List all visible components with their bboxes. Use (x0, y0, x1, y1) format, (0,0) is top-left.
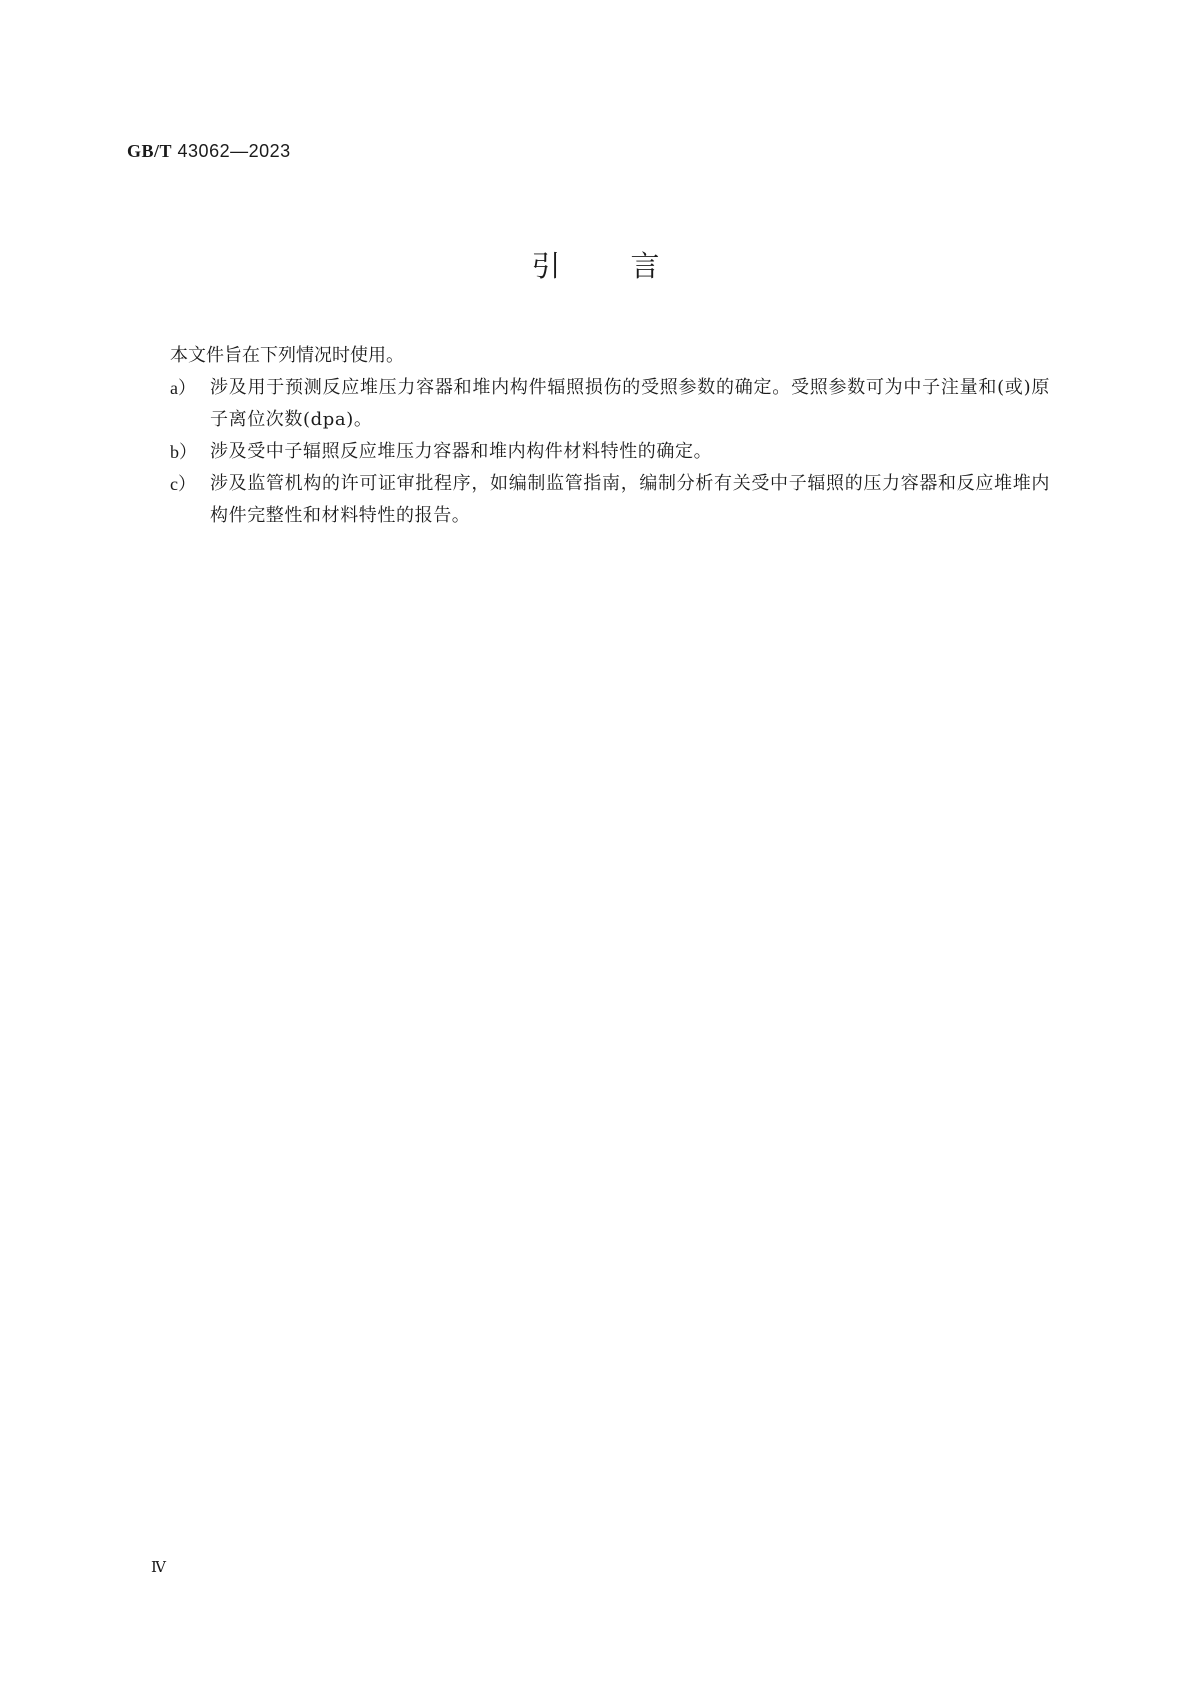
introduction-body (170, 340, 1050, 532)
list-item-text: 涉及监管机构的许可证审批程序，如编制监管指南，编制分析有关受中子辐照的压力容器和反应堆堆内构件完整性和材料特性的报告。 (210, 473, 1050, 526)
section-title-char-1: 引 (531, 249, 561, 283)
list-marker: b） (170, 442, 197, 462)
list-item-text: 涉及用于预测反应堆压力容器和堆内构件辐照损伤的受照参数的确定。受照参数可为中子注量和(或)原子离位次数(dpa)。 (210, 377, 1050, 430)
list-item-text: 涉及受中子辐照反应堆压力容器和堆内构件材料特性的确定。 (210, 441, 713, 462)
standard-code-number: 43062—2023 (177, 141, 291, 161)
list-item-c (170, 468, 1050, 532)
standard-code (127, 141, 291, 162)
list-item-b (170, 436, 1050, 468)
list-marker: a） (170, 378, 196, 398)
list-marker: c） (170, 474, 196, 494)
page-number: Ⅳ (151, 1560, 166, 1576)
section-title (0, 244, 1191, 285)
list-item-a (170, 372, 1050, 436)
standard-code-prefix: GB/T (127, 141, 173, 161)
section-title-char-2: 言 (630, 249, 660, 283)
intro-paragraph: 本文件旨在下列情况时使用。 (170, 345, 404, 366)
